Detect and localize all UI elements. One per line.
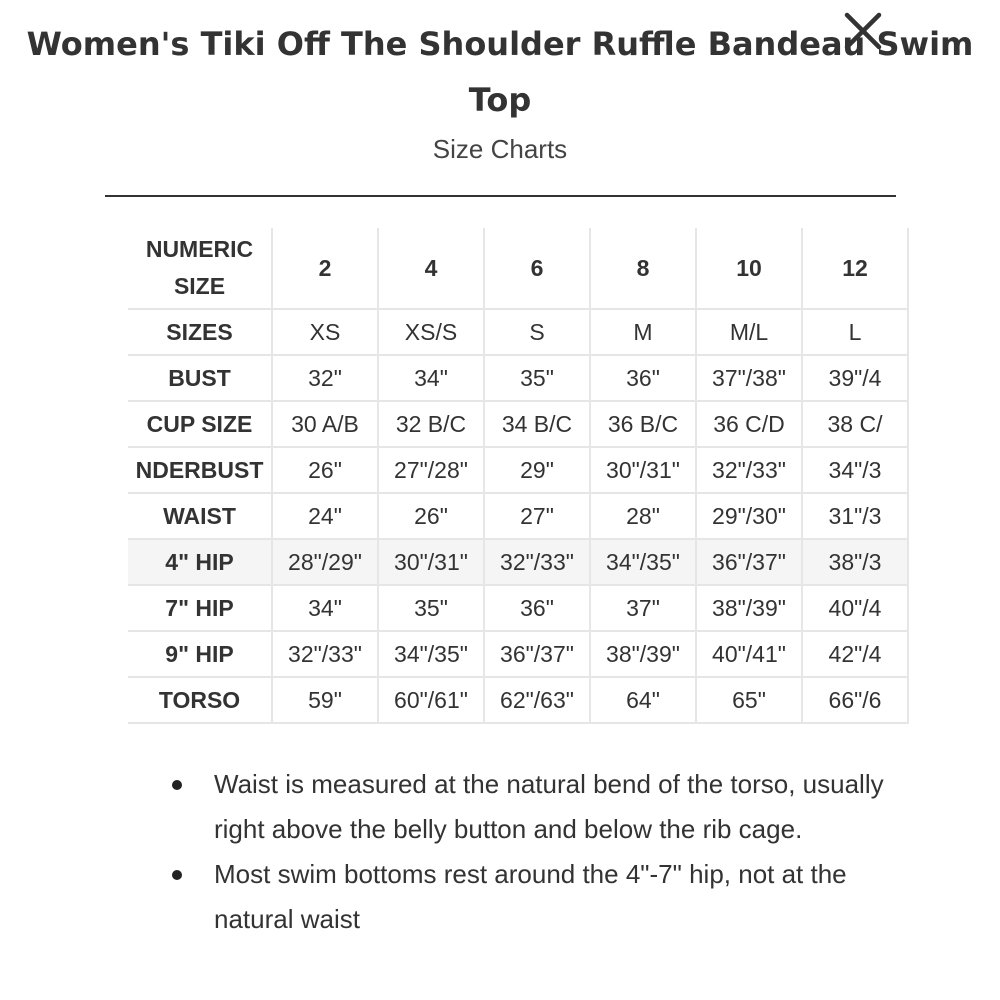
row-label: 9" HIP xyxy=(128,631,272,677)
note-item xyxy=(168,852,888,942)
column-header: 6 xyxy=(484,228,590,309)
page-title: Women's Tiki Off The Shoulder Ruffle Bandeau Swim Top xyxy=(26,25,974,119)
table-row xyxy=(128,401,908,447)
table-cell: S xyxy=(484,309,590,355)
table-row xyxy=(128,493,908,539)
table-cell: 30"/31" xyxy=(590,447,696,493)
table-cell: 36" xyxy=(590,355,696,401)
table-cell: 66"/6 xyxy=(802,677,908,723)
note-text: Most swim bottoms rest around the 4"-7" hip, not at the natural waist xyxy=(214,859,847,934)
table-cell: M xyxy=(590,309,696,355)
table-row xyxy=(128,309,908,355)
table-cell: 60"/61" xyxy=(378,677,484,723)
table-cell: 32"/33" xyxy=(484,539,590,585)
column-header: 8 xyxy=(590,228,696,309)
table-cell: 35" xyxy=(484,355,590,401)
table-cell: 29"/30" xyxy=(696,493,802,539)
table-cell: M/L xyxy=(696,309,802,355)
close-icon xyxy=(840,8,886,54)
table-cell: 34"/35" xyxy=(378,631,484,677)
table-cell: 30"/31" xyxy=(378,539,484,585)
table-cell: 35" xyxy=(378,585,484,631)
table-cell: 32 B/C xyxy=(378,401,484,447)
table-cell: 26" xyxy=(378,493,484,539)
table-cell: 39"/4 xyxy=(802,355,908,401)
table-cell: 24" xyxy=(272,493,378,539)
table-cell: 36"/37" xyxy=(696,539,802,585)
divider xyxy=(105,195,896,197)
table-cell: 38 C/ xyxy=(802,401,908,447)
table-cell: XS xyxy=(272,309,378,355)
column-header: 4 xyxy=(378,228,484,309)
row-label: 7" HIP xyxy=(128,585,272,631)
table-cell: 32"/33" xyxy=(272,631,378,677)
table-cell: 38"/39" xyxy=(696,585,802,631)
row-label: TORSO xyxy=(128,677,272,723)
close-button[interactable] xyxy=(840,8,886,54)
table-cell: 64" xyxy=(590,677,696,723)
table-cell: 31"/3 xyxy=(802,493,908,539)
table-cell: 27"/28" xyxy=(378,447,484,493)
table-cell: 34 B/C xyxy=(484,401,590,447)
note-text: Waist is measured at the natural bend of the torso, usually right above the belly button and below the rib cage. xyxy=(214,769,884,844)
row-label: WAIST xyxy=(128,493,272,539)
row-label: 4" HIP xyxy=(128,539,272,585)
column-header: 2 xyxy=(272,228,378,309)
header-label-cell: NUMERIC SIZE xyxy=(128,228,272,309)
table-cell: 65" xyxy=(696,677,802,723)
bullet-icon xyxy=(172,780,182,790)
table-header-row xyxy=(128,228,908,309)
table-row xyxy=(128,585,908,631)
table-cell: 59" xyxy=(272,677,378,723)
table-cell: 27" xyxy=(484,493,590,539)
table-cell: 36"/37" xyxy=(484,631,590,677)
size-notes xyxy=(168,762,888,942)
table-cell: 36 C/D xyxy=(696,401,802,447)
table-cell: 36 B/C xyxy=(590,401,696,447)
table-cell: XS/S xyxy=(378,309,484,355)
note-item xyxy=(168,762,888,852)
table-cell: 28" xyxy=(590,493,696,539)
table-cell: 42"/4 xyxy=(802,631,908,677)
table-cell: 32" xyxy=(272,355,378,401)
table-cell: L xyxy=(802,309,908,355)
size-table-container[interactable] xyxy=(128,228,883,732)
table-cell: 40"/4 xyxy=(802,585,908,631)
table-row xyxy=(128,447,908,493)
row-label: SIZES xyxy=(128,309,272,355)
table-cell: 28"/29" xyxy=(272,539,378,585)
table-row xyxy=(128,355,908,401)
column-header: 10 xyxy=(696,228,802,309)
page-subtitle: Size Charts xyxy=(432,134,568,164)
row-label: BUST xyxy=(128,355,272,401)
table-cell: 30 A/B xyxy=(272,401,378,447)
table-row xyxy=(128,631,908,677)
table-cell: 38"/3 xyxy=(802,539,908,585)
size-table xyxy=(128,228,909,724)
table-cell: 36" xyxy=(484,585,590,631)
table-cell: 26" xyxy=(272,447,378,493)
table-cell: 34" xyxy=(378,355,484,401)
table-cell: 40"/41" xyxy=(696,631,802,677)
column-header: 12 xyxy=(802,228,908,309)
table-cell: 62"/63" xyxy=(484,677,590,723)
table-cell: 37"/38" xyxy=(696,355,802,401)
table-cell: 32"/33" xyxy=(696,447,802,493)
row-label: NDERBUST xyxy=(128,447,272,493)
table-cell: 34" xyxy=(272,585,378,631)
table-cell: 34"/35" xyxy=(590,539,696,585)
table-cell: 37" xyxy=(590,585,696,631)
bullet-icon xyxy=(172,870,182,880)
row-label: CUP SIZE xyxy=(128,401,272,447)
table-cell: 34"/3 xyxy=(802,447,908,493)
table-row xyxy=(128,677,908,723)
table-cell: 29" xyxy=(484,447,590,493)
table-cell: 38"/39" xyxy=(590,631,696,677)
table-row xyxy=(128,539,908,585)
